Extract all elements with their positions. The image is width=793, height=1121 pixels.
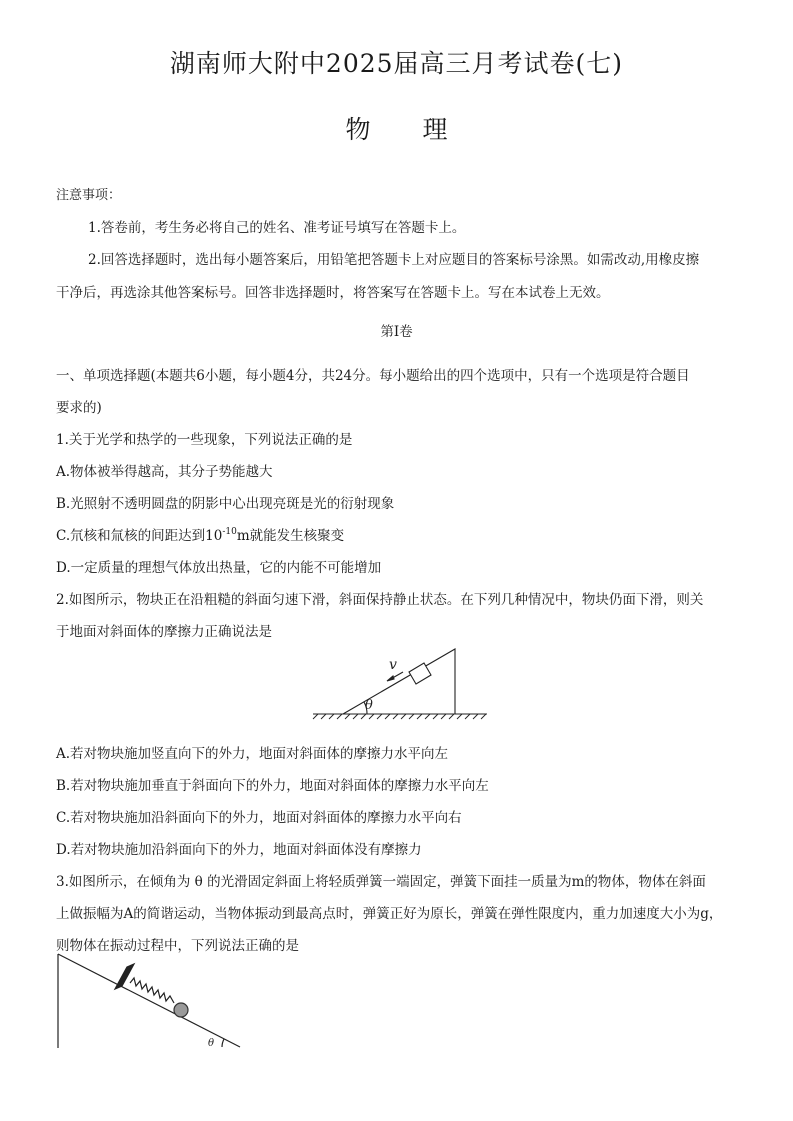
subject-title	[0, 110, 793, 146]
ground-hatching	[313, 714, 486, 719]
question-1-option-b: B.光照射不透明圆盘的阴影中心出现亮斑是光的衍射现象	[56, 496, 395, 512]
incline-wedge	[343, 649, 455, 714]
question-3-stem-line-1: 3.如图所示，在倾角为 θ 的光滑固定斜面上将轻质弹簧一端固定，弹簧下面挂一质量为m的物体，物体在斜面	[56, 874, 706, 890]
notice-item-2-line-1: 2.回答选择题时，选出每小题答案后，用铅笔把答题卡上对应题目的答案标号涂黑。如需改动,用橡皮擦	[88, 252, 700, 268]
exponent: -10	[222, 527, 237, 537]
question-3-stem-line-2: 上做振幅为A的简谐运动，当物体振动到最高点时，弹簧正好为原长，弹簧在弹性限度内，重力加速度大小为g，	[56, 906, 723, 922]
question-2-option-d: D.若对物块施加沿斜面向下的外力，地面对斜面体没有摩擦力	[56, 842, 422, 858]
velocity-label: v	[389, 657, 397, 673]
notice-item-1: 1.答卷前，考生务必将自己的姓名、准考证号填写在答题卡上。	[88, 220, 466, 236]
question-3-stem-line-3: 则物体在振动过程中，下列说法正确的是	[56, 938, 299, 954]
velocity-arrow-head	[387, 676, 394, 681]
option-c-text-end: m就能发生核聚变	[236, 528, 345, 544]
incline-block-figure	[305, 642, 490, 732]
fixed-support-plate	[115, 964, 134, 989]
subject-char-2: 理	[422, 115, 448, 144]
question-1-stem: 1.关于光学和热学的一些现象，下列说法正确的是	[56, 432, 353, 448]
question-1-option-d: D.一定质量的理想气体放出热量，它的内能不可能增加	[56, 560, 382, 576]
question-1-option-a: A.物体被举得越高，其分子势能越大	[56, 464, 273, 480]
angle-arc	[222, 1039, 224, 1047]
notice-item-2-line-2: 干净后，再选涂其他答案标号。回答非选择题时，将答案写在答题卡上。写在本试卷上无效。	[56, 285, 610, 301]
sliding-block	[409, 663, 431, 684]
question-2-stem-line-1: 2.如图所示，物块正在沿粗糙的斜面匀速下滑，斜面保持静止状态。在下列几种情况中，物块仍面下滑，则关	[56, 592, 704, 608]
subject-char-1: 物	[345, 115, 371, 144]
oscillating-ball	[174, 1003, 188, 1017]
spring-incline-figure	[50, 950, 245, 1050]
section-heading-line-1: 一、单项选择题(本题共6小题，每小题4分，共24分。每小题给出的四个选项中，只有一个选项是符合题目	[56, 368, 690, 384]
question-2-option-c: C.若对物块施加沿斜面向下的外力，地面对斜面体的摩擦力水平向右	[56, 810, 462, 826]
question-1-option-c	[56, 528, 344, 544]
section-heading-line-2: 要求的)	[56, 400, 102, 416]
question-2-option-a: A.若对物块施加竖直向下的外力，地面对斜面体的摩擦力水平向左	[56, 746, 449, 762]
angle-label: θ	[208, 1038, 215, 1049]
incline-surface	[58, 954, 240, 1047]
question-2-option-b: B.若对物块施加垂直于斜面向下的外力，地面对斜面体的摩擦力水平向左	[56, 778, 489, 794]
angle-label: θ	[365, 698, 373, 713]
page-title: 湖南师大附中2025届高三月考试卷(七)	[169, 49, 624, 78]
spring-icon	[130, 978, 174, 1003]
question-2-stem-line-2: 于地面对斜面体的摩擦力正确说法是	[56, 624, 272, 640]
notice-heading: 注意事项：	[56, 188, 122, 203]
part-title: 第I卷	[380, 324, 413, 340]
option-c-text: C.氘核和氚核的间距达到10	[56, 528, 223, 544]
